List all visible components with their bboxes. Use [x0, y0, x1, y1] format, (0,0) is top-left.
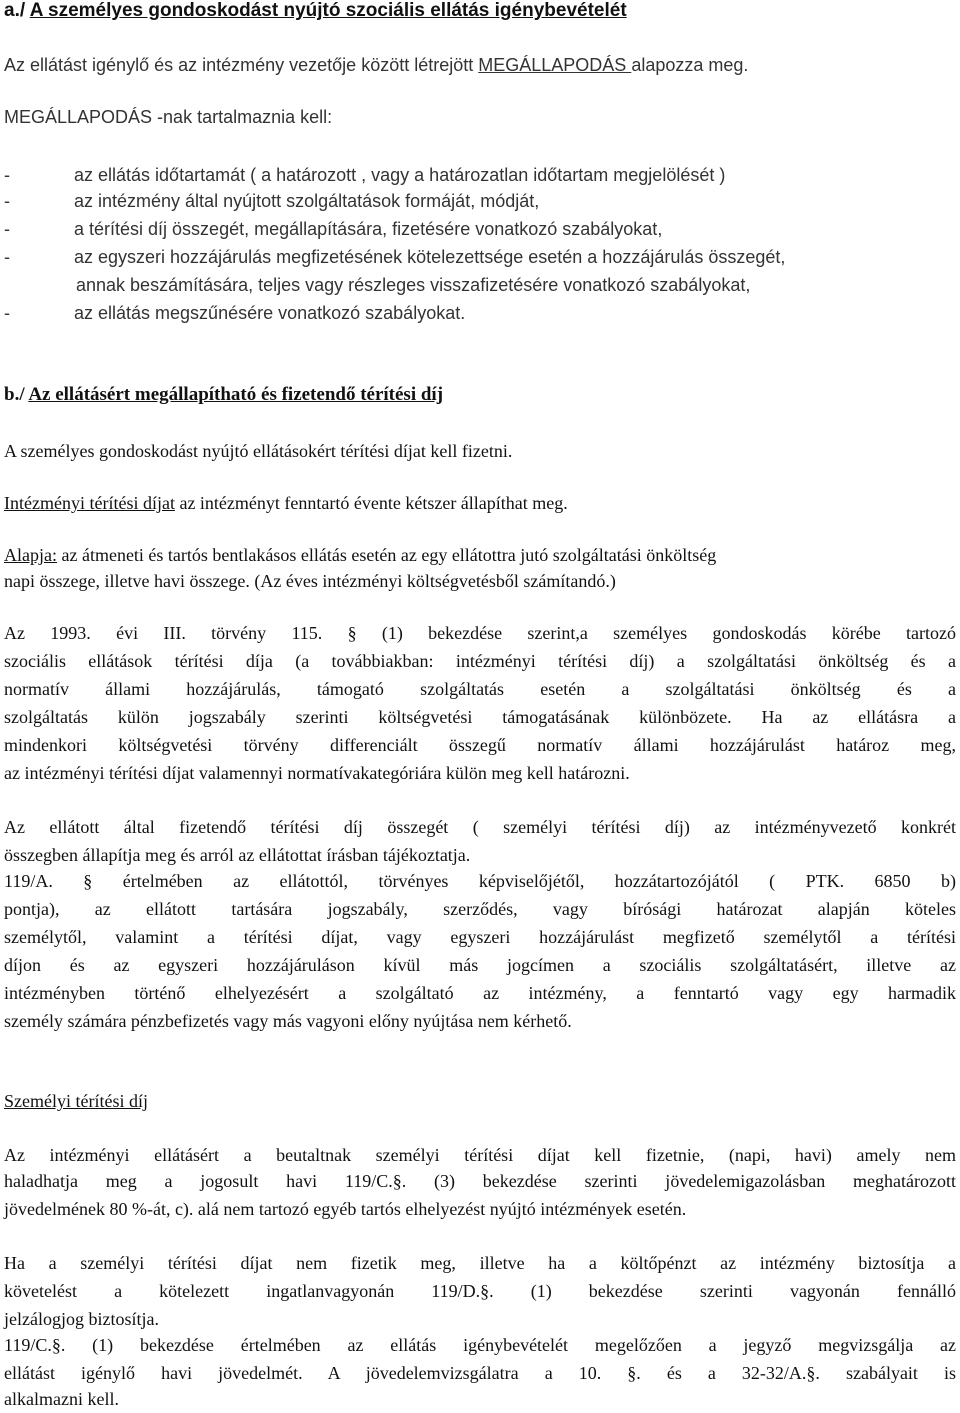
- p6-line: személy számára pénzbefizetés vagy más vagyoni előny nyújtása nem kérhető.: [4, 1011, 572, 1031]
- list-item: - az egyszeri hozzájárulás megfizetésének kötelezettsége esetén a hozzájárulás összegét,: [4, 247, 786, 267]
- intro-text-end: alapozza meg.: [631, 55, 749, 75]
- list-item-text: az intézmény által nyújtott szolgáltatások formáját, módját,: [74, 191, 540, 211]
- p4-line: normatív állami hozzájárulás, támogató szolgáltatás esetén a szolgáltatási önköltség és a: [4, 679, 956, 699]
- p4-line: mindenkori költségvetési törvény differenciált összegű normatív állami hozzájárulást határoz meg,: [4, 735, 956, 755]
- list-item: - az ellátás időtartamát ( a határozott , vagy a határozatlan időtartam megjelölését ): [4, 165, 726, 185]
- personal-fee-heading: Személyi térítési díj: [4, 1091, 148, 1111]
- section-a-prefix: a./: [4, 0, 26, 21]
- p4-line: Az 1993. évi III. törvény 115. § (1) bekezdése szerint,a személyes gondoskodás körébe tartozó: [4, 623, 956, 643]
- list-item-text: a térítési díj összegét, megállapítására, fizetésére vonatkozó szabályokat,: [74, 219, 663, 239]
- personal-p2-line: jelzálogjog biztosítja.: [4, 1309, 159, 1329]
- personal-p3-line: alkalmazni kell.: [4, 1389, 119, 1409]
- intro-text: Az ellátást igénylő és az intézmény vezetője között létrejött: [4, 55, 479, 75]
- personal-p1-line: Az intézményi ellátásért a beutaltnak személyi térítési díjat kell fizetnie, (napi, havi) amely nem: [4, 1145, 956, 1165]
- section-b-p3-line1: [4, 541, 716, 569]
- list-item: - az intézmény által nyújtott szolgáltatások formáját, módját,: [4, 191, 540, 211]
- p6-line: intézményben történő elhelyezésért a szolgáltató az intézmény, a fenntartó vagy egy harmadik: [4, 983, 956, 1003]
- personal-p1-line: jövedelmének 80 %-át, c). alá nem tartozó egyéb tartós elhelyezést nyújtó intézmények esetén.: [4, 1199, 687, 1219]
- p4-line: az intézményi térítési díjat valamennyi normatívakategóriára külön meg kell határozni.: [4, 763, 630, 783]
- list-item: - az ellátás megszűnésére vonatkozó szabályokat.: [4, 303, 466, 323]
- basis-label: Alapja:: [4, 545, 57, 565]
- section-b-title: Az ellátásért megállapítható és fizetendő térítési díj: [28, 384, 444, 405]
- list-item-text: az ellátás megszűnésére vonatkozó szabályokat.: [74, 303, 466, 323]
- p5-line: összegben állapítja meg és arról az ellátottat írásban tájékoztatja.: [4, 845, 471, 865]
- section-a-intro: [4, 51, 748, 79]
- section-b-p1: A személyes gondoskodást nyújtó ellátásokért térítési díjat kell fizetni.: [4, 441, 513, 461]
- section-b-prefix: b./: [4, 384, 25, 405]
- list-item-continuation: annak beszámítására, teljes vagy részleges visszafizetésére vonatkozó szabályokat,: [76, 275, 751, 295]
- list-item: - a térítési díj összegét, megállapítására, fizetésére vonatkozó szabályokat,: [4, 219, 663, 239]
- p2-text: az intézményt fenntartó évente kétszer állapíthat meg.: [174, 493, 568, 513]
- section-b-p3-line2: napi összege, illetve havi összege. (Az éves intézményi költségvetésből számítandó.): [4, 571, 616, 591]
- megallapodas-link: MEGÁLLAPODÁS: [478, 55, 632, 75]
- p6-line: díjon és az egyszeri hozzájáruláson kívül más jogcímen a szociális szolgáltatásért, illetve az: [4, 955, 956, 975]
- term-underlined: Intézményi térítési díjat: [4, 493, 175, 513]
- p5-line: Az ellátott által fizetendő térítési díj összegét ( személyi térítési díj) az intézményvezető konkrét: [4, 817, 956, 837]
- personal-p3-line: ellátást igénylő havi jövedelmét. A jövedelemvizsgálatra a 10. §. és a 32-32/A.§. szabályait is: [4, 1363, 956, 1383]
- section-a-heading: [4, 0, 627, 25]
- section-a-title: A személyes gondoskodást nyújtó szociális ellátás igénybevételét: [29, 0, 627, 21]
- p4-line: szolgáltatás külön jogszabály szerinti költségvetési támogatásának különbözete. Ha az ellátásra a: [4, 707, 956, 727]
- personal-p1-line: haladhatja meg a jogosult havi 119/C.§. (3) bekezdése szerinti jövedelemigazolásban meghatározott: [4, 1171, 956, 1191]
- list-item-text: az ellátás időtartamát ( a határozott , vagy a határozatlan időtartam megjelölését ): [74, 165, 726, 185]
- p6-line: pontja), az ellátott tartására jogszabály, szerződés, vagy bírósági határozat alapján köteles: [4, 899, 956, 919]
- section-b-p2: [4, 489, 568, 517]
- p6-line: 119/A. § értelmében az ellátottól, törvényes képviselőjétől, hozzátartozójától ( PTK. 6850 b): [4, 871, 956, 891]
- must-contain-label: MEGÁLLAPODÁS -nak tartalmaznia kell:: [4, 107, 333, 127]
- p6-line: személytől, valamint a térítési díjat, vagy egyszeri hozzájárulást megfizető személytől a térítési: [4, 927, 956, 947]
- list-item-text: az egyszeri hozzájárulás megfizetésének kötelezettsége esetén a hozzájárulás összegét,: [74, 247, 786, 267]
- p3-text: az átmeneti és tartós bentlakásos ellátás esetén az egy ellátottra jutó szolgáltatási önköltség: [56, 545, 717, 565]
- p4-line: szociális ellátások térítési díja (a továbbiakban: intézményi térítési díj) a szolgáltatási önköltség és a: [4, 651, 956, 671]
- personal-p2-line: Ha a személyi térítési díjat nem fizetik meg, illetve ha a költőpénzt az intézmény biztosítja a: [4, 1253, 956, 1273]
- personal-p2-line: követelést a kötelezett ingatlanvagyonán 119/D.§. (1) bekezdése szerinti vagyonán fennálló: [4, 1281, 956, 1301]
- section-b-heading: [4, 381, 443, 409]
- personal-p3-line: 119/C.§. (1) bekezdése értelmében az ellátás igénybevételét megelőzően a jegyző megvizsgálja az: [4, 1335, 956, 1355]
